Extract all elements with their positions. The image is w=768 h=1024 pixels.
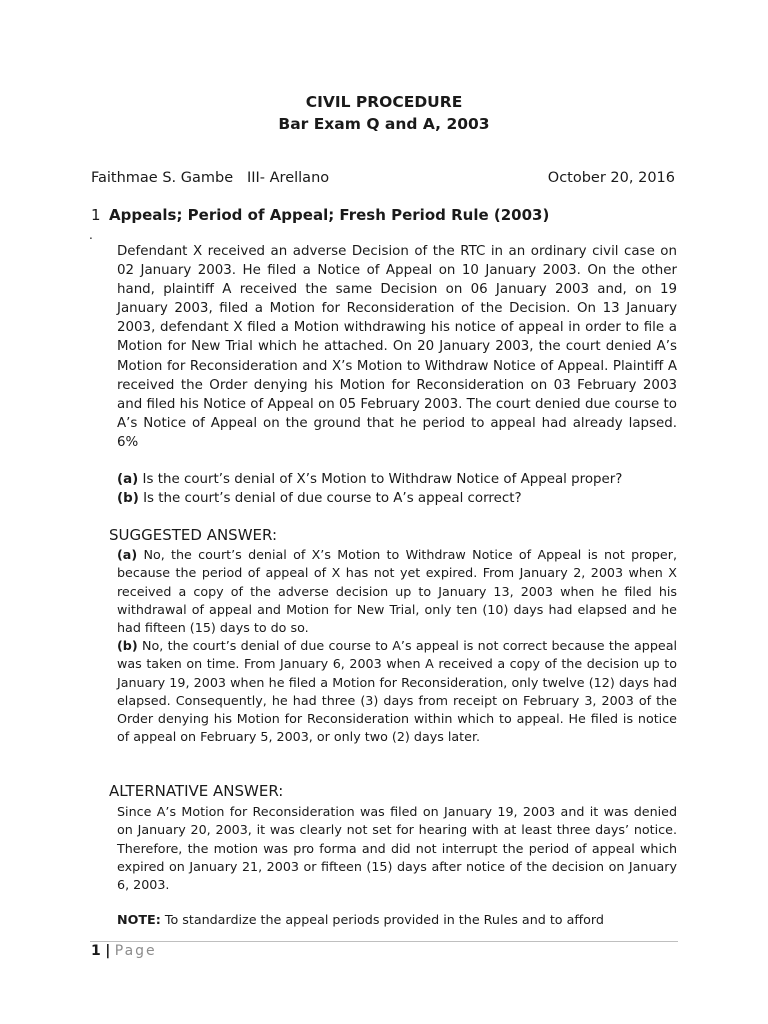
note-paragraph (117, 911, 677, 929)
author-line (91, 170, 329, 186)
suggested-answer-b (117, 637, 677, 747)
author-name: Faithmae S. Gambe (91, 170, 234, 186)
alternative-answer-text (117, 803, 677, 894)
page-label: Page (114, 943, 157, 959)
document-date: October 20, 2016 (547, 170, 675, 186)
document-subtitle: Bar Exam Q and A, 2003 (278, 115, 490, 133)
footer-divider (90, 941, 678, 942)
answer-a-text: No, the court’s denial of X’s Motion to Withdraw Notice of Appeal is not proper, because the period of appeal of X has not yet expired. From January 2, 2003 when X received a copy of the adverse decision up to January 13, 2003 when he filed his withdrawal of appeal and Motion for New Trial, only ten (10) days had elapsed and he had fifteen (15) days to do so. (117, 547, 677, 636)
sub-question-b (117, 489, 677, 508)
answer-b-label: (b) (117, 638, 138, 653)
answer-b-text: No, the court’s denial of due course to A’s appeal is not correct because the appeal was taken on time. From January 6, 2003 when A received a copy of the decision up to January 19, 2003 when he filed a Motion for Reconsideration, only twelve (12) days had elapsed. Consequently, he had three (3) days from receipt on February 3, 2003 of the Order denying his Motion for Reconsideration within which to appeal. He filed is notice of appeal on February 5, 2003, or only two (2) days later. (117, 638, 677, 745)
suggested-answer-a (117, 546, 677, 637)
alternative-text: Since A’s Motion for Reconsideration was filed on January 19, 2003 and it was denied on January 20, 2003, it was clearly not set for hearing with at least three days’ notice. Therefore, the motion was pro forma and did not interrupt the period of appeal which expired on January 21, 2003 or fifteen (15) days after notice of the decision on January 6, 2003. (117, 804, 677, 893)
alternative-answer-heading: ALTERNATIVE ANSWER: (109, 782, 284, 800)
sub-question-a (117, 470, 677, 489)
page-number: 1 (91, 943, 101, 959)
question-facts (117, 242, 677, 452)
suggested-answer-heading: SUGGESTED ANSWER: (109, 526, 278, 544)
question-number-dot: . (89, 228, 93, 242)
question-number: 1 (91, 206, 101, 224)
answer-a-label: (a) (117, 547, 138, 562)
page-footer (91, 943, 157, 959)
sub-question-b-label: (b) (117, 491, 139, 506)
page-separator: | (105, 943, 111, 959)
sub-question-a-text: Is the court’s denial of X’s Motion to Withdraw Notice of Appeal proper? (138, 472, 623, 487)
facts-text: Defendant X received an adverse Decision of the RTC in an ordinary civil case on 02 January 2003. He filed a Notice of Appeal on 10 January 2003. On the other hand, plaintiff A received the same Decision on 06 January 2003 and, on 19 January 2003, filed a Motion for Reconsideration of the Decision. On 13 January 2003, defendant X filed a Motion withdrawing his notice of appeal in order to file a Motion for New Trial which he attached. On 20 January 2003, the court denied A’s Motion for Reconsideration and X’s Motion to Withdraw Notice of Appeal. Plaintiff A received the Order denying his Motion for Reconsideration on 03 February 2003 and filed his Notice of Appeal on 05 February 2003. The court denied due course to A’s Notice of Appeal on the ground that he period to appeal had already lapsed. 6% (117, 244, 677, 450)
sub-question-a-label: (a) (117, 472, 139, 487)
author-section: III- Arellano (246, 170, 330, 186)
note-label: NOTE: (117, 912, 161, 927)
sub-question-b-text: Is the court’s denial of due course to A’s appeal correct? (138, 491, 522, 506)
document-title: CIVIL PROCEDURE (305, 93, 463, 111)
note-text: To standardize the appeal periods provided in the Rules and to afford (160, 912, 604, 927)
question-title: Appeals; Period of Appeal; Fresh Period Rule (2003) (109, 206, 550, 224)
